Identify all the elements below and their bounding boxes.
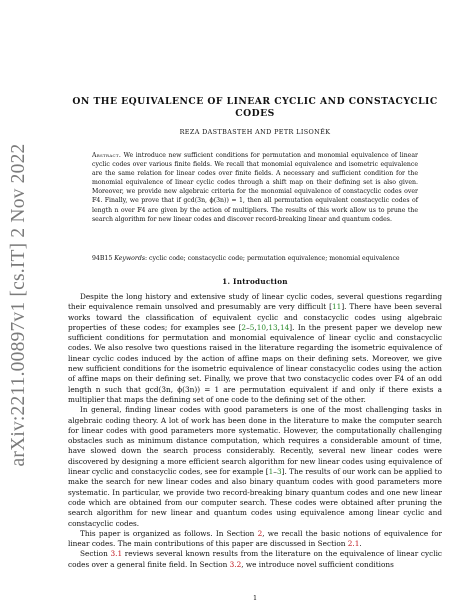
body-paragraph <box>68 529 442 550</box>
body-paragraph <box>68 405 442 529</box>
section-reference-link[interactable]: 3.2 <box>229 559 242 569</box>
body-text: In general, finding linear codes with good parameters is one of the most challenging tasks in algebraic coding theory. A lot of work has been done in the literature to make the computer search for linear codes with good parameters more systematic. However, the computationally challenging obstacles such as minimum distance computation, which requires a considerable amount of time, have slowed down the search process considerably. Recently, several new linear codes were discovered by designing a more efficient search algorithm for new linear codes using equivalence of linear cyclic and constacyclic codes, see for example [ <box>68 405 442 477</box>
keywords <box>92 254 418 263</box>
body-text: – <box>246 322 250 332</box>
body-text: , <box>266 322 269 332</box>
body-text: , <box>254 322 257 332</box>
arxiv-identifier-text: arXiv:2211.00897v1 [cs.IT] 2 Nov 2022 <box>8 143 29 467</box>
citation-link[interactable]: 1 <box>268 467 274 477</box>
citation-link[interactable]: 2 <box>241 322 247 332</box>
paper-title <box>68 96 442 120</box>
arxiv-identifier-stamp <box>8 140 30 470</box>
msc-classification: 94B15 <box>92 255 115 262</box>
citation-link[interactable]: 11 <box>332 302 342 312</box>
page-number: 1 <box>252 594 258 602</box>
section-reference-link[interactable]: 3.1 <box>110 549 123 559</box>
body-text: , we introduce novel sufficient conditions <box>241 559 394 569</box>
body-text: – <box>273 467 277 477</box>
section-reference-link[interactable]: 2 <box>257 528 263 538</box>
citation-link[interactable]: 3 <box>276 467 282 477</box>
abstract-label: Abstract. <box>92 152 122 159</box>
paper-title-line-2: CODES <box>235 108 275 119</box>
paper-authors: REZA DASTBASTEH AND PETR LISONĚK <box>179 128 331 136</box>
introduction-body <box>68 292 442 570</box>
keywords-label: Keywords <box>114 255 145 262</box>
section-reference-link[interactable]: 2.1 <box>347 539 360 549</box>
body-text: Section <box>80 549 111 559</box>
body-text: ]. There have been several works toward the classification of equivalent cyclic and constacyclic codes using algebraic properties of these codes; for examples see [ <box>68 302 442 332</box>
citation-link[interactable]: 13 <box>268 322 278 332</box>
abstract-text: We introduce new sufficient conditions for permutation and monomial equivalence of linear cyclic codes over various finite fields. We recall that monomial equivalence and isometric equivalence are the same relation for linear codes over finite fields. A necessary and sufficient condition for the monomial equivalence of linear cyclic codes through a shift map on their defining set is also given. Moreover, we provide new algebraic criteria for the monomial equivalence of constacyclic codes over 𝔽4. Finally, we prove that if gcd(3n, ϕ(3n)) = 1, then all permutation equivalent constacyclic codes of length n over 𝔽4 are given by the action of multipliers. The results of this work allow us to prune the search algorithm for new linear codes and discover record-breaking linear and quantum codes. <box>92 152 418 223</box>
body-text: reviews several known results from the literature on the equivalence of linear cyclic codes over a general finite field. In Section <box>68 549 442 569</box>
body-paragraph <box>68 549 442 570</box>
body-text: Despite the long history and extensive study of linear cyclic codes, several questions regarding their equivalence remain unsolved and presumably are very difficult [ <box>68 292 442 312</box>
abstract <box>92 151 418 224</box>
keywords-text: : cyclic code; constacyclic code; permutation equivalence; monomial equivalence <box>145 255 400 262</box>
body-text: . <box>359 539 362 549</box>
citation-link[interactable]: 14 <box>279 322 290 332</box>
citation-link[interactable]: 10 <box>256 322 267 332</box>
body-text: This paper is organized as follows. In Section <box>80 528 258 538</box>
body-text: , we recall the basic notions of equivalence for linear codes. The main contributions of this paper are discussed in Section <box>68 528 442 549</box>
section-heading-introduction: 1. Introduction <box>222 277 288 286</box>
body-text: , <box>277 322 280 332</box>
body-paragraph <box>68 292 442 405</box>
paper-title-line-1: ON THE EQUIVALENCE OF LINEAR CYCLIC AND CONSTACYCLIC <box>72 96 438 107</box>
citation-link[interactable]: 5 <box>249 322 255 332</box>
body-text: ]. In the present paper we develop new sufficient conditions for permutation and monomial equivalence of linear cyclic and constacyclic codes. We also resolve two questions raised in the literature regarding the isometric equivalence of linear cyclic codes induced by the action of affine maps on their defining sets. Moreover, we give new sufficient conditions for the isometric equivalence of linear constacyclic codes using the action of affine maps on their defining set. Finally, we prove that two constacyclic codes over 𝔽4 of an odd length n such that gcd(3n, ϕ(3n)) = 1 are permutation equivalent if and only if there exists a multiplier that maps the defining set of one code to the defining set of the other. <box>68 322 442 404</box>
body-text: ]. The results of our work can be applied to make the search for new linear codes and also binary quantum codes with good parameters more systematic. In particular, we provide two record-breaking binary quantum codes and one new linear code which are obtained from our computer search. These codes were obtained after pruning the search algorithm for new linear and quantum codes using equivalence among linear cyclic and constacyclic codes. <box>68 467 442 528</box>
